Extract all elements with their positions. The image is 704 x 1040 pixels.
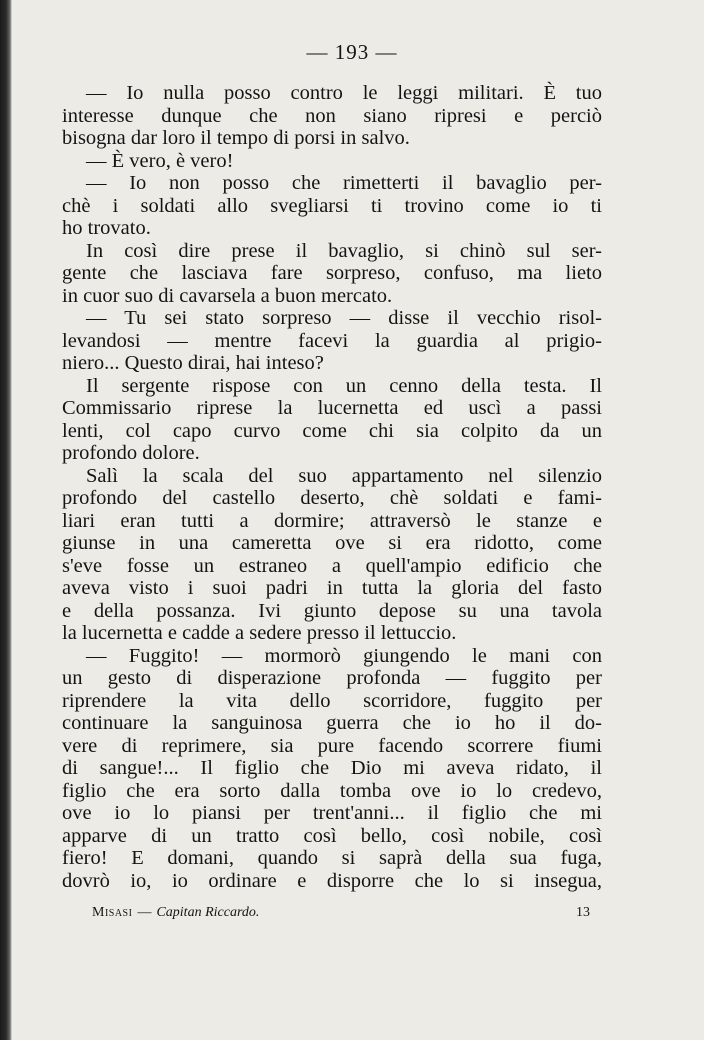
footer-separator: — xyxy=(137,905,152,920)
footer-signature-mark: 13 xyxy=(576,905,590,920)
text-line: — Io nulla posso contro le leggi militari. È tuo xyxy=(86,82,602,104)
text-line: riprendere la vita dello scorridore, fuggito per xyxy=(62,689,602,712)
text-line: e della possanza. Ivi giunto depose su una tavola xyxy=(62,599,602,622)
text-line: chè i soldati allo svegliarsi ti trovino come io ti xyxy=(62,194,602,217)
text-line: la lucernetta e cadde a sedere presso il lettuccio. xyxy=(62,622,457,644)
text-line: levandosi — mentre facevi la guardia al prigio- xyxy=(62,329,602,352)
body-text xyxy=(62,82,602,892)
text-line: — È vero, è vero! xyxy=(86,149,234,172)
text-line: gente che lasciava fare sorpreso, confuso, ma lieto xyxy=(62,262,602,284)
text-line: — Tu sei stato sorpreso — disse il vecchio risol- xyxy=(86,307,602,329)
book-spine-shadow xyxy=(0,0,12,1040)
text-line: ho trovato. xyxy=(62,217,151,239)
text-line: s'eve fosse un estraneo a quell'ampio edificio che xyxy=(62,554,602,577)
footer-author: Misasi xyxy=(92,905,133,920)
text-line: dovrò io, io ordinare e disporre che lo si insegua, xyxy=(62,869,602,892)
text-line: interesse dunque che non siano ripresi e perciò xyxy=(62,104,602,127)
text-line: figlio che era sorto dalla tomba ove io lo credevo, xyxy=(62,779,602,802)
text-line: ove io lo piansi per trent'anni... il figlio che mi xyxy=(62,802,602,824)
text-line: giunse in una cameretta ove si era ridotto, come xyxy=(62,532,602,554)
text-line: — Fuggito! — mormorò giungendo le mani con xyxy=(86,644,602,667)
text-line: di sangue!... Il figlio che Dio mi aveva ridato, il xyxy=(62,757,602,779)
text-line: vere di reprimere, sia pure facendo scorrere fiumi xyxy=(62,734,602,757)
text-line: Salì la scala del suo appartamento nel silenzio xyxy=(86,464,602,487)
text-line: bisogna dar loro il tempo di porsi in salvo. xyxy=(62,127,410,149)
page-footer xyxy=(92,905,590,921)
text-line: aveva visto i suoi padri in tutta la gloria del fasto xyxy=(62,577,602,599)
text-line: niero... Questo dirai, hai inteso? xyxy=(62,352,324,374)
text-line: Il sergente rispose con un cenno della testa. Il xyxy=(86,374,602,397)
page-number: — 193 — xyxy=(306,40,398,64)
text-line: un gesto di disperazione profonda — fuggito per xyxy=(62,667,602,689)
text-line: in cuor suo di cavarsela a buon mercato. xyxy=(62,284,393,307)
text-line: In così dire prese il bavaglio, si chinò sul ser- xyxy=(86,239,602,262)
text-line: liari eran tutti a dormire; attraversò le stanze e xyxy=(62,509,602,532)
text-line: continuare la sanguinosa guerra che io ho il do- xyxy=(62,712,602,734)
footer-book-title: Capitan Riccardo. xyxy=(156,905,260,920)
text-line: lenti, col capo curvo come chi sia colpito da un xyxy=(62,419,602,442)
text-line: apparve di un tratto così bello, così nobile, così xyxy=(62,824,602,847)
text-line: fiero! E domani, quando si saprà della sua fuga, xyxy=(62,847,602,869)
text-line: profondo dolore. xyxy=(62,442,200,464)
text-line: Commissario riprese la lucernetta ed uscì a passi xyxy=(62,397,602,419)
text-line: — Io non posso che rimetterti il bavaglio per- xyxy=(86,172,602,194)
footer-running-title xyxy=(92,905,259,921)
text-line: profondo del castello deserto, chè soldati e fami- xyxy=(62,487,602,509)
